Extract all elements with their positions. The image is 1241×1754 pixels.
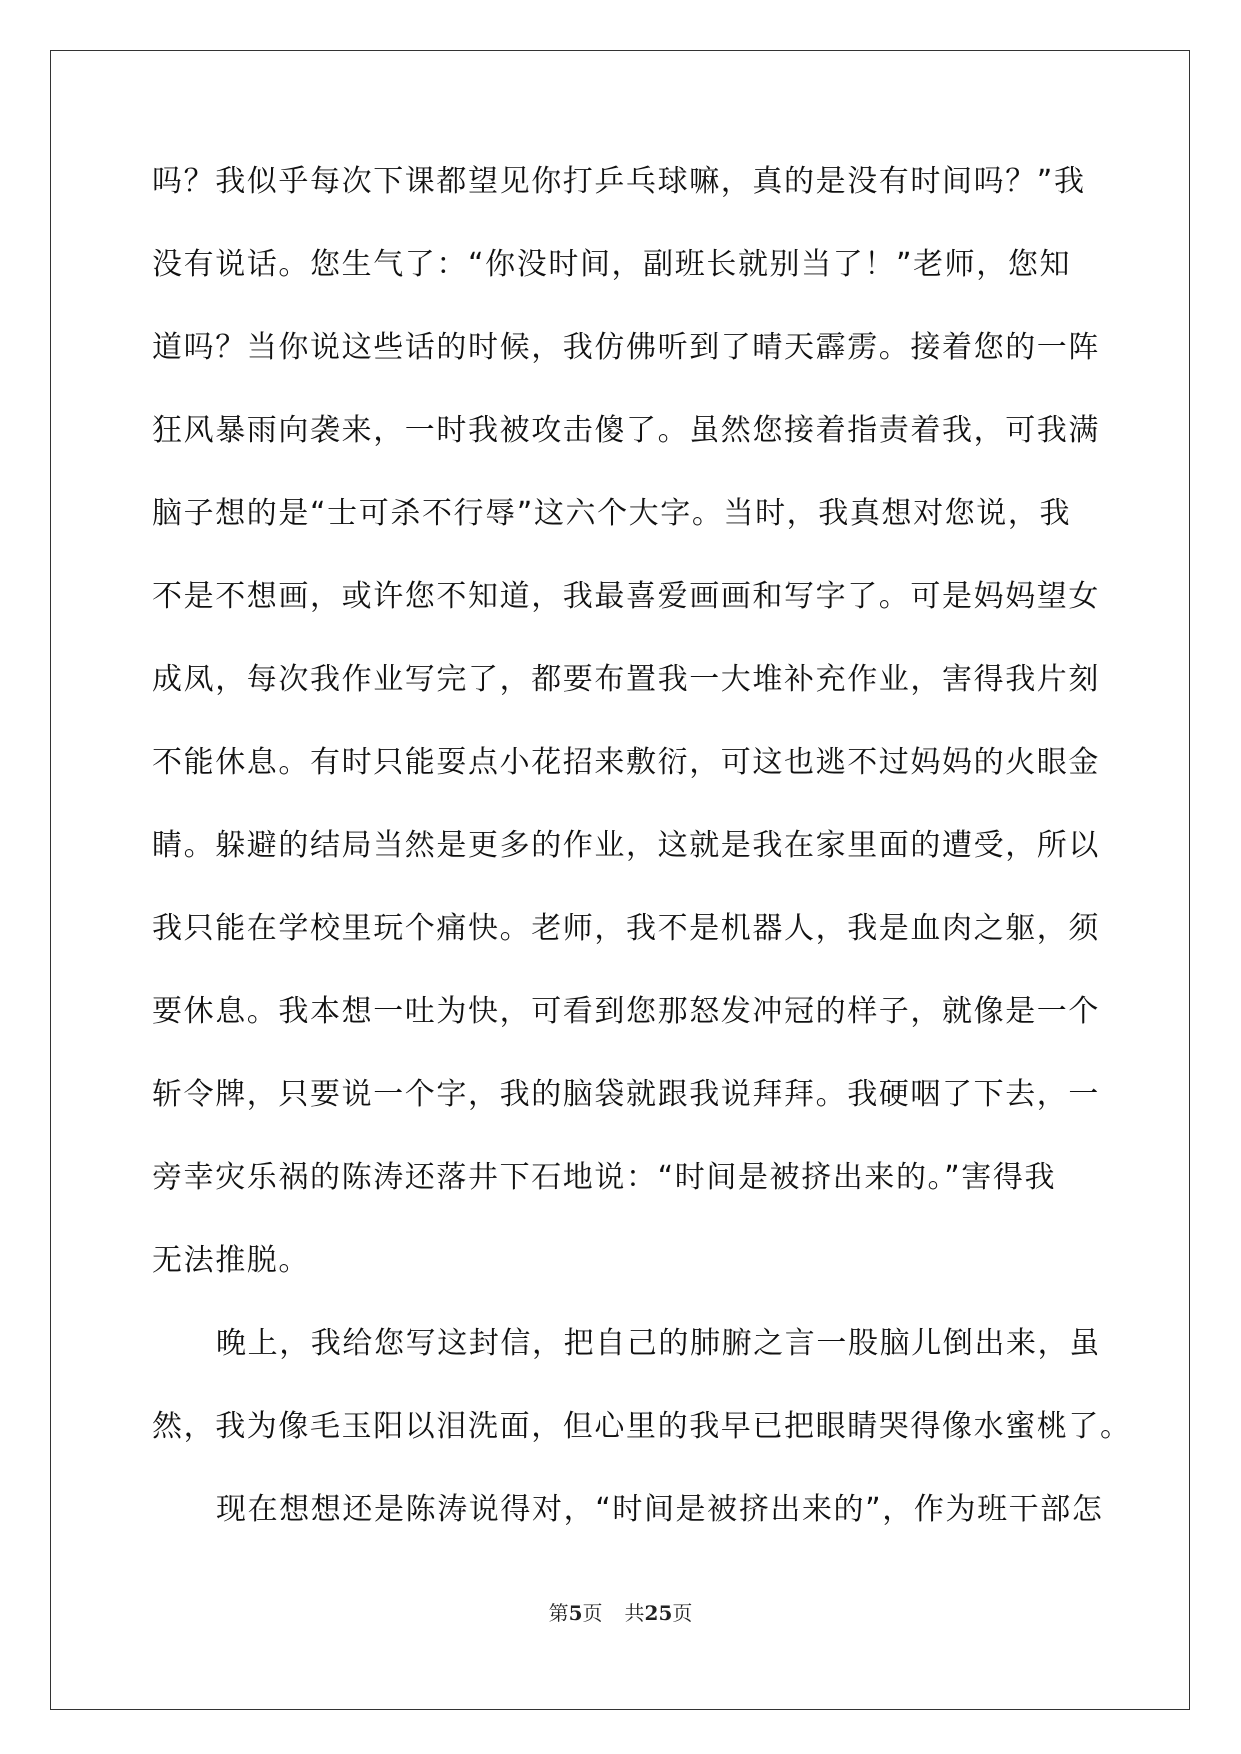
text-line: 脑子想的是“士可杀不行辱”这六个大字。当时，我真想对您说，我	[152, 496, 1072, 531]
text-line: 没有说话。您生气了：“你没时间，副班长就别当了！”老师，您知	[152, 247, 1072, 282]
text-line: 旁幸灾乐祸的陈涛还落井下石地说：“时间是被挤出来的。”害得我	[152, 1160, 1057, 1195]
total-pages-prefix: 共	[624, 1601, 645, 1625]
text-line: 吗？我似乎每次下课都望见你打乒乓球嘛，真的是没有时间吗？”我	[152, 164, 1086, 199]
text-line: 道吗？当你说这些话的时候，我仿佛听到了晴天霹雳。接着您的一阵	[152, 330, 1100, 365]
text-line: 成凤，每次我作业写完了，都要布置我一大堆补充作业，害得我片刻	[152, 662, 1100, 697]
text-line: 无法推脱。	[152, 1243, 310, 1278]
body-text	[152, 160, 1132, 1571]
text-line: 睛。躲避的结局当然是更多的作业，这就是我在家里面的遭受，所以	[152, 828, 1100, 863]
page-footer	[0, 1601, 1241, 1625]
page-number-prefix: 第	[548, 1601, 569, 1625]
paragraph-start-line: 晚上，我给您写这封信，把自己的肺腑之言一股脑儿倒出来，虽	[216, 1326, 1101, 1361]
paragraph-start-line: 现在想想还是陈涛说得对，“时间是被挤出来的”，作为班干部怎	[216, 1492, 1104, 1527]
total-pages: 25	[644, 1601, 673, 1625]
text-line: 我只能在学校里玩个痛快。老师，我不是机器人，我是血肉之躯，须	[152, 911, 1100, 946]
text-line: 然，我为像毛玉阳以泪洗面，但心里的我早已把眼睛哭得像水蜜桃了。	[152, 1409, 1132, 1444]
text-line: 要休息。我本想一吐为快，可看到您那怒发冲冠的样子，就像是一个	[152, 994, 1100, 1029]
text-line: 狂风暴雨向袭来，一时我被攻击傻了。虽然您接着指责着我，可我满	[152, 413, 1100, 448]
page-number-suffix: 页	[582, 1601, 603, 1625]
total-pages-suffix: 页	[672, 1601, 693, 1625]
text-line: 斩令牌，只要说一个字，我的脑袋就跟我说拜拜。我硬咽了下去，一	[152, 1077, 1100, 1112]
page-number: 5	[568, 1601, 583, 1625]
text-line: 不是不想画，或许您不知道，我最喜爱画画和写字了。可是妈妈望女	[152, 579, 1100, 614]
text-line: 不能休息。有时只能耍点小花招来敷衍，可这也逃不过妈妈的火眼金	[152, 745, 1100, 780]
